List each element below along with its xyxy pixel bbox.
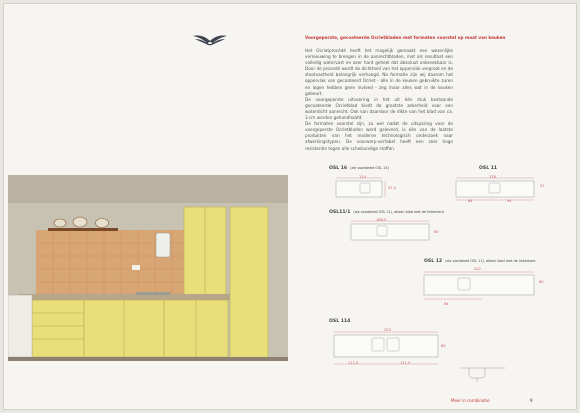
page-number: 9 <box>530 398 533 403</box>
osl12-dim-top: 202 <box>474 267 481 271</box>
kitchen-photo <box>8 175 288 361</box>
body-paragraph: Het Ocrietprocédé heeft het mogelijk gemaakt een wezenlijke vernieuwing te brengen in de aanrechtbladen, met als resultaat een volledig watervast en zeer hard geheel dat absoluut onbreekbaar is. Door de procedé wordt de dichtheid van het oppervlak vergroot en de stootvastheid belangrijk verhoogd. Na formatie zijn wij daarom het oppervlak van gecoateerd Ocriet - alle in de keuken gebruikte zuren en logen hebben geen invloed - zeg maar alles wat in de keuken gebeurt. De voorgeperste uitvoering in het uit één stuk bestaande gecoateerde Ocrietblad biedt de grootste zekerheid voor een waterdicht aanrecht. Ook kan daardoor de dikte van het blad van ca. 3 cm worden gehandhaafd. De formaten voorstel zijn, zo wel nadat de uitsparing voor de voorgeperste Ocrietbladen werd geleverd, is één van de laatste produkten van het moderne technologisch onderzoek naar afwerkingstypen. De voorwerp-vertabel heeft een zeer hoge resistentie tegen alle scheikundige stoffen. <box>305 48 453 151</box>
diagram-label-osl115: OSL11/1 (als voorbeeld OSL 11), alleen blad met de linkerkant <box>329 210 444 215</box>
footer-text: Meer in combinatie <box>451 398 490 403</box>
osl11-dim-right: 94 <box>507 199 512 203</box>
osl115-dim-top: 168,5 <box>376 218 387 222</box>
osl16-drawing <box>334 172 389 202</box>
osl11-dim-top: 178 <box>489 175 496 179</box>
osl11-drawing <box>454 172 536 202</box>
osl11-dim-side: 57 <box>540 184 545 188</box>
catalog-page <box>3 3 577 410</box>
osl11-dim-left: 84 <box>468 199 473 203</box>
diagram-label-osl11: OSL 11 <box>479 166 498 171</box>
osl16-dim-side: 57,5 <box>388 186 397 190</box>
osl12-dim-side: 60 <box>539 280 544 284</box>
osl114-drawing <box>332 326 442 378</box>
sink-section-sketch <box>459 362 509 384</box>
diagram-label-osl114: OSL 114 <box>329 319 351 324</box>
osl114-dim-top: 253 <box>384 328 391 332</box>
osl16-dim-top: 114 <box>359 175 366 179</box>
osl12-dim-left: 64 <box>444 302 449 306</box>
osl114-dim-left: 111,5 <box>348 361 359 365</box>
section-heading: Voorgeperste, gecoateerde Ocrietbladen met formaten voorstel op maat van keuken <box>305 35 506 40</box>
osl115-dim-side: 60 <box>434 230 439 234</box>
osl114-dim-right: 111,5 <box>400 361 411 365</box>
winged-emblem-icon <box>192 32 228 48</box>
diagram-label-osl12: OSL 12 (als voorbeeld OSL 11), alleen blad met de linkerkant <box>424 259 536 264</box>
osl115-drawing <box>349 215 434 245</box>
osl12-drawing <box>422 264 537 304</box>
osl114-dim-side: 60 <box>441 344 446 348</box>
diagram-label-osl16: OSL 16 (zie voorbeeld OSL 15) <box>329 166 389 171</box>
